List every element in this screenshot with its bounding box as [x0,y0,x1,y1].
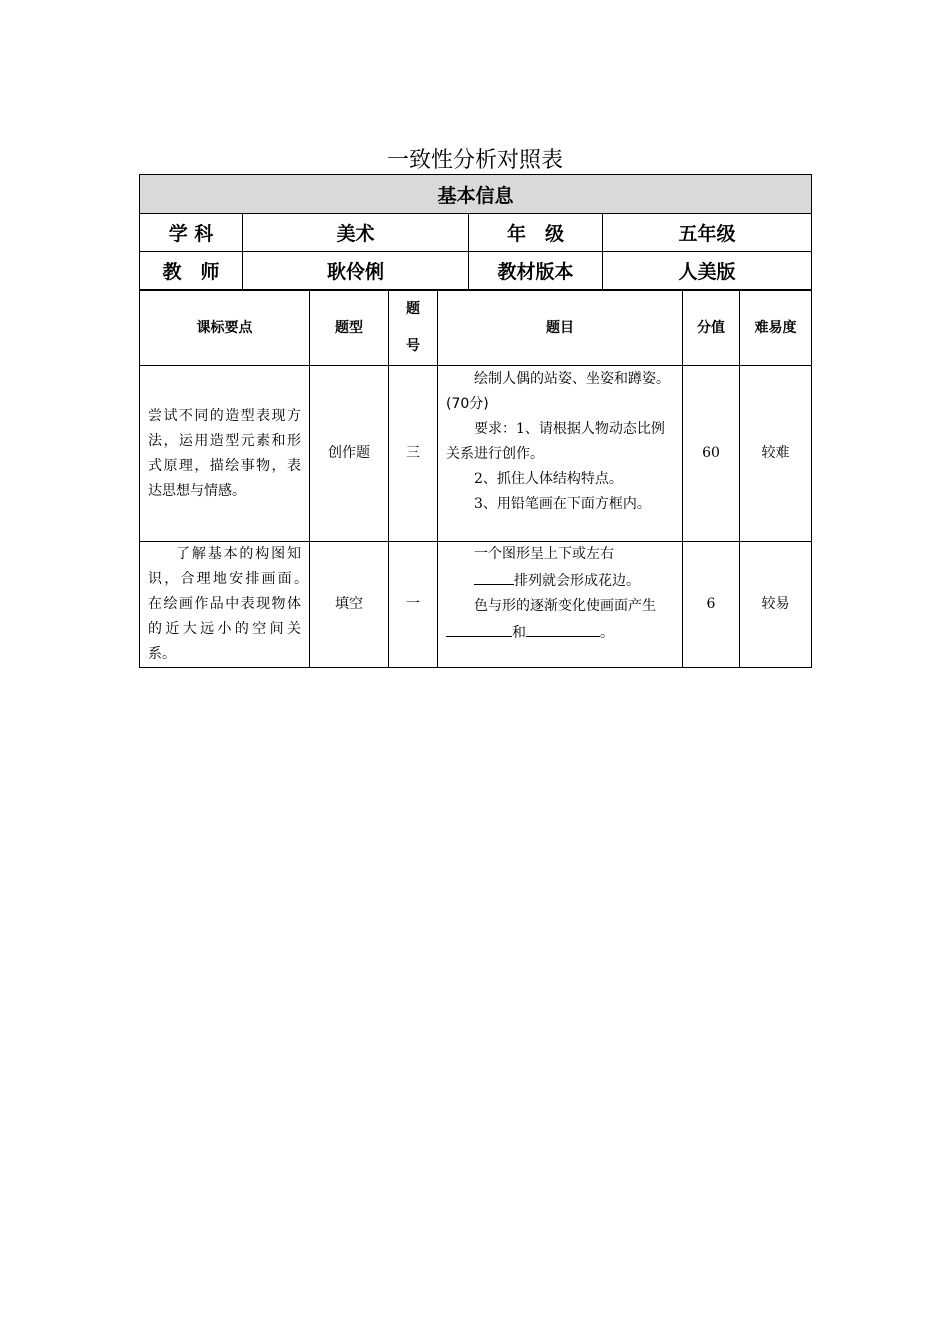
row-type: 填空 [310,542,389,668]
row-question [438,542,683,668]
column-header-type: 题型 [310,291,389,366]
question-line [446,619,674,646]
column-header-row [140,291,812,366]
column-header-question: 题目 [438,291,683,366]
basic-info-header: 基本信息 [140,175,812,214]
row-score: 6 [683,542,740,668]
analysis-table [139,290,812,668]
grade-value: 五年级 [603,214,812,252]
row-point: 了解基本的构图知识，合理地安排画面。 在绘画作品中表现物体的近大远小的空间关系。 [140,542,310,668]
row-type: 创作题 [310,366,389,542]
row-difficulty: 较易 [740,542,812,668]
question-line [446,567,674,594]
answer-blank[interactable] [526,619,600,637]
column-header-number-text: 题号 [406,301,420,354]
basic-info-table [139,174,812,290]
question-text: 和 [512,625,526,641]
question-line: 绘制人偶的站姿、坐姿和蹲姿。(70分) [446,371,670,412]
question-line: 色与形的逐渐变化使画面产生 [474,598,656,614]
subject-label: 学 科 [140,214,243,252]
row-point: 尝试不同的造型表现方法，运用造型元素和形式原理，描绘事物，表达思想与情感。 [140,366,310,542]
answer-blank[interactable] [474,567,514,585]
grade-label: 年 级 [469,214,603,252]
subject-value: 美术 [243,214,469,252]
edition-value: 人美版 [603,252,812,290]
row-number: 三 [389,366,438,542]
column-header-difficulty: 难易度 [740,291,812,366]
question-line: 3、用铅笔画在下面方框内。 [474,496,651,512]
row-score: 60 [683,366,740,542]
row-number: 一 [389,542,438,668]
question-line: 2、抓住人体结构特点。 [474,471,623,487]
question-line: 要求：1、请根据人物动态比例关系进行创作。 [446,421,665,462]
table-row [140,366,812,542]
answer-blank[interactable] [446,619,512,637]
row-question [438,366,683,542]
column-header-number [389,291,438,366]
edition-label: 教材版本 [469,252,603,290]
question-text: 。 [600,625,614,641]
column-header-point: 课标要点 [140,291,310,366]
table-row [140,542,812,668]
question-line: 一个图形呈上下或左右 [474,546,614,562]
column-header-score: 分值 [683,291,740,366]
teacher-label: 教 师 [140,252,243,290]
question-text: 排列就会形成花边。 [514,573,640,589]
page-title: 一致性分析对照表 [386,148,563,173]
teacher-value: 耿伶俐 [243,252,469,290]
row-difficulty: 较难 [740,366,812,542]
